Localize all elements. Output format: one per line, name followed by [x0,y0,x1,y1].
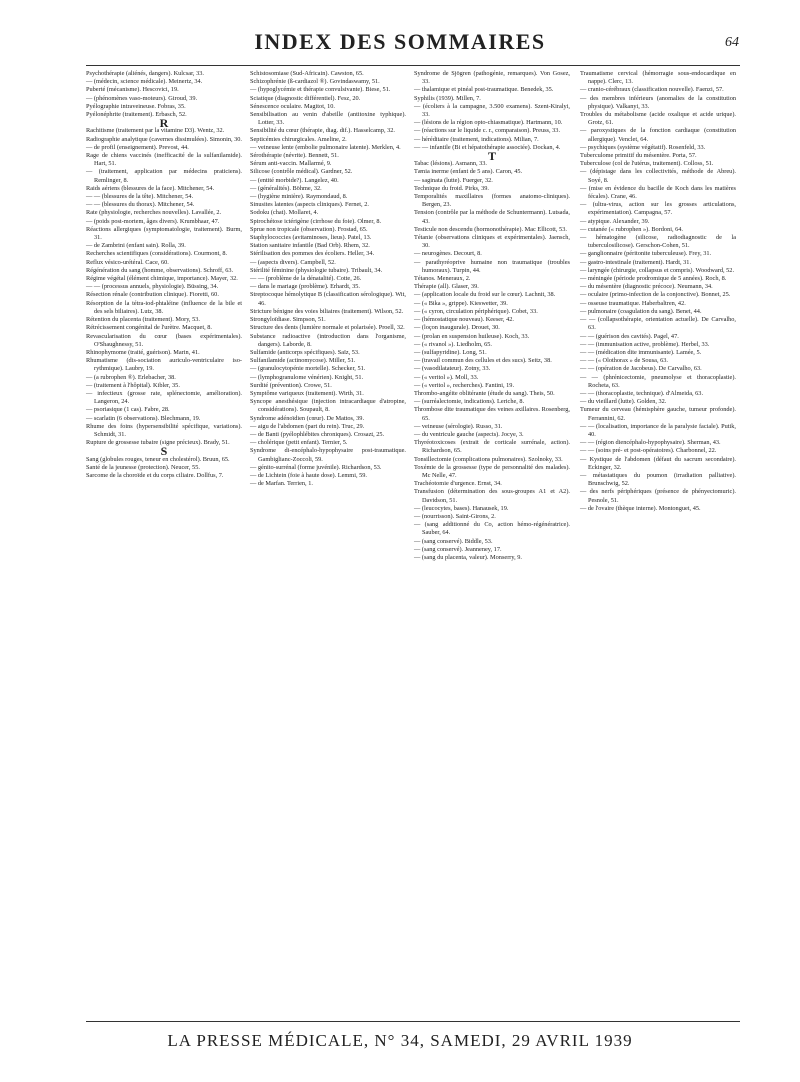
index-entry: Strongyloïdiase. Simpson, 51. [250,316,326,324]
index-entry: Santé de la jeunesse (protection). Neucer, 55. [86,463,200,471]
index-entry: — du ventricule gauche (aspects). Jocye, 3. [414,430,524,438]
index-entry: — métastatiques du poumon (irradiation palliative). Brunschwig, 52. [580,471,736,488]
index-entry: — psoriasique (1 cas). Fabre, 28. [86,406,170,414]
index-entry: Sérum anti-vaccin. Mallarmé, 9. [250,160,332,168]
index-entry: Syndrome de Sjögren (pathogénie, remarques). Von Gosez, 33. [414,70,570,86]
index-entry: Staphylococcies (avitaminoses, lieus). Patel, 13. [250,234,372,242]
index-entry: — gastro-intestinale (traitement). Hardt, 31. [580,258,692,266]
index-entry: — (traitement à l'hôpital). Kibler, 35. [86,381,180,389]
index-entry: Thrombo-angéite oblitérante (étude du sang). Theis, 50. [414,389,555,397]
index-entry: Rhumatisme (dis-sociation auriculo-ventriculaire iso-rythmique). Laubry, 19. [86,357,242,373]
section-letter: R [159,116,169,131]
index-entry: Stérilité féminine (physiologie tubaire). Tribault, 34. [250,266,383,274]
index-entry: Thérapie (all). Glaser, 39. [414,283,479,291]
index-entry: Tumeur du cerveau (hémisphère gauche, tumeur profonde). Ferrannini, 62. [580,406,736,422]
index-entry: — des nerfs périphériques (présence de phényectomuric). Pesnole, 51. [580,488,736,504]
index-entry: — (« veritol »). Moll, 33. [414,373,479,381]
index-entry: — thalamique et pinéal post-traumatique. Benedek, 35. [414,86,554,94]
index-entry: Stérilisation des pommes des écoliers. Heller, 34. [250,250,375,258]
index-entry: Tétanos. Meneraux, 2. [414,275,471,283]
index-entry: Puberté (mécanisme). Hescovici, 19. [86,86,179,94]
index-entry: — pulmonaire (coagulation du sang). Benet, 44. [580,307,702,315]
index-entry: Sang (globules rouges, teneur en cholestérol). Bruun, 65. [86,455,230,463]
index-entry: Tænia inerme (enfant de 5 ans). Caron, 45. [414,168,523,176]
index-entry: — scarlatin (6 observations). Blechmann, 19. [86,414,201,422]
index-entry: Syndrome di-encéphalo-hypophysaire post-traumatique. Gambiglianc-Zoccoli, 59. [250,447,406,463]
footer-journal-line: LA PRESSE MÉDICALE, N° 34, SAMEDI, 29 AVRIL 1939 [167,1031,633,1050]
index-entry: — (leucocytes, bases). Hanausek, 19. [414,504,509,512]
index-entry: Technique du froid. Pirks, 39. [414,184,489,192]
top-rule [86,65,740,66]
index-entry: — du mésentère (diagnostic précoce). Neumann, 34. [580,283,713,291]
index-entry: — méningée (période prodromique de 5 années). Roch, 8. [580,275,727,283]
index-entry: Structure des dents (lumière normale et polarisée). Proell, 32. [250,324,405,332]
index-entry: — (aspects divers). Campbell, 52. [250,258,336,266]
index-entry: Schizophrénie (ß-cardiazol ®). Govindaswamy, 51. [250,78,380,86]
index-entry: — — (collapsothérapie, orientation actuelle). De Carvalho, 63. [580,316,736,332]
index-entry: Sensibilisation au venin d'abeille (antitoxine typhique). Lotter, 33. [250,111,406,127]
index-entry: — neurogènes. Decourt, 8. [414,250,482,258]
index-entry: — laryngée (chirurgie, collapsus et compris). Woodward, 52. [580,266,735,274]
index-entry: — (application locale du froid sur le cœur). Lachnit, 38. [414,291,556,299]
index-entry: Rage de chiens vaccinés (inefficacité de la sulfanilamide). Hart, 51. [86,152,242,168]
index-entry: — de Banti (pyélophlébites chroniques). Crosazt, 25. [250,430,385,438]
index-entry: Station sanitaire infantile (Bad Orb). Rhem, 32. [250,242,370,250]
index-entry: Sinusites latentes (aspects cliniques). Fernet, 2. [250,201,369,209]
index-entry: — (dépistage dans les collectivités, méthode de Abreu). Soyé, 8. [580,168,736,184]
index-entry: Radiographie analytique (cavernes dissimulées). Simonin, 30. [86,135,242,143]
index-entry: Pyélonéphrite (traitement). Erbasch, 52. [86,111,187,119]
index-entry: — parathyréoprive humaine non traumatique (troubles humoraux). Turpin, 44. [414,258,570,274]
index-entry: — (poids post-mortem, âges divers). Krumbhaar, 47. [86,217,220,225]
index-entry: — — (guérison des cavités). Pagel, 47. [580,332,679,340]
index-entry: — (hémostatique nouveau). Keeser, 42. [414,316,514,324]
index-entry: — des membres inférieurs (anomalies de la constitution physique). Valkanyi, 33. [580,94,736,110]
index-entry: — (lymphogranulome vénérien). Knight, 51. [250,373,364,381]
index-entry: — — (opération de Jacobeus). De Carvalho, 63. [580,365,702,373]
index-entry: Syndrome adénoïdien (cœur). De Mattos, 39. [250,414,365,422]
index-entry: — — (immunisation active, problème). Herbel, 33. [580,340,710,348]
index-entry: Trachéotomie d'urgence. Ernst, 34. [414,480,502,488]
index-entry: Septicémies chirurgicales. Ameline, 2. [250,135,347,143]
index-entry: — (hypoglycémie et thérapie convulsivante). Biese, 51. [250,86,391,94]
index-entry: — (sang additionné du Co, action hémo-régénératrice). Sauber, 64. [414,521,570,537]
index-entry: — (loçon inaugurale). Drouet, 30. [414,324,500,332]
index-entry: Résection rénale (contribution clinique). Fioretti, 60. [86,291,219,299]
index-entry: — (« cyron, circulation périphérique). Cobet, 33. [414,307,538,315]
index-entry: Spirochétose ictérigène (cirrhose du foie). Olmer, 8. [250,217,382,225]
index-entry: — osseuse traumatique. Haberbaltren, 42. [580,299,686,307]
index-entry: — (phénomènes vaso-moteurs). Giroud, 39. [86,94,198,102]
index-entry: Troubles du métabolisme (acide oxalique et acide urique). Grotz, 61. [580,111,736,127]
index-entry: — (sang conservé). Biddle, 53. [414,537,493,545]
index-column-3 [414,70,570,562]
index-entry: — (lésions de la région opto-chiasmatique). Hartmann, 10. [414,119,563,127]
index-entry: Rétrécissement congénital de l'urètre. Macquet, 8. [86,324,212,332]
index-entry: Substance radioactive (introduction dans l'organisme, dangers). Laborde, 8. [250,332,406,348]
index-entry: — Kystique de l'abdomen (défaut du sacrum secondaire). Eckinger, 32. [580,455,736,471]
index-entry: Tuberculome primitif du mésentère. Porta, 57. [580,152,697,160]
index-entry: — (médecin, science médicale). Meinertz, 34. [86,78,203,86]
index-entry: Sciatique (diagnostic différentiel). Fesz, 20. [250,94,361,102]
index-entry: — aigu de l'abdomen (part du rein). Truc, 29. [250,422,365,430]
index-entry: Temporalités maxillaires (formes anatomo-cliniques). Bergen, 23. [414,193,570,209]
index-entry: — de Lichtein (foie à haute dose). Lemmi, 59. [250,471,367,479]
index-entry: — (sang conservé). Jeanneney, 17. [414,545,502,553]
index-entry: — cholérique (petit enfant). Ternier, 5. [250,439,348,447]
index-entry: — veineuse lente (embolie pulmonaire latente). Merklen, 4. [250,143,401,151]
index-entry: Symptôme variqueux (traitement). Wirth, 31. [250,389,364,397]
index-entry: Traumatisme cervical (hémorragie sous-endocardique en nappe). Clerc, 13. [580,70,736,86]
index-entry: Tuberculose (col de l'utérus, traitement). Colloss, 51. [580,160,714,168]
index-entry: — paroxystiques de la fonction cardiaque (constitution allergique). Venclet, 64. [580,127,736,143]
index-entry: Sarcome de la choroïde et du corps ciliaire. Dollfus, 7. [86,471,224,479]
index-entry: Thrombose dite traumatique des veines axillaires. Rosenberg, 65. [414,406,570,422]
index-entry: — — (phrénicectomie, pneumolyse et thoracoplastie). Rocheta, 63. [580,373,736,389]
index-entry: — — (localisation, importance de la paralysie faciale). Putik, 40. [580,422,736,438]
index-entry: — (généralités). Böhme, 32. [250,184,322,192]
page-header [0,0,800,60]
index-entry: Testicule non descendu (hormonothérapie). Mac Ellicott, 53. [414,225,567,233]
index-entry: Psychothérapie (aliénés, dangers). Kulcsar, 33. [86,70,204,77]
index-entry: Rupture de grossesse tubaire (signe précieux). Brady, 51. [86,439,230,447]
index-column-4 [580,70,736,513]
index-entry: Tétanie (observations cliniques et expérimentales). Jaensch, 30. [414,234,570,250]
index-entry: — veineuse (sérologie). Russo, 31. [414,422,503,430]
index-entry: — de Zambrini (enfant sain). Rolla, 39. [86,242,186,250]
index-entry: — — (thoracoplastie, technique). d'Almeida, 63. [580,389,704,397]
index-entry: Sulfamide (anticorps spécifiques). Saïz, 53. [250,348,360,356]
index-entry: Syncope anesthésique (injection intracardiaque d'atropine, considérations). Soupault, 8. [250,398,406,414]
index-entry: — (« veritol », recherches). Fantini, 19. [414,381,515,389]
index-entry: Toxémie de la grossesse (type de personnalité des malades). Mc Nelle, 47. [414,463,570,479]
index-entry: — — (médication dite immunisante). Lamée, 5. [580,348,702,356]
index-entry: — (ultra-virus, action sur les grosses articulations, expérimentation). Campagna, 57. [580,201,736,217]
index-entry: — — (blessures de la tête). Mitchener, 54. [86,193,194,201]
index-entry: Tonsillectomie (complications pulmonaires). Szolnoky, 33. [414,455,563,463]
index-entry: — (surréalectomie, indications). Leriche, 8. [414,398,525,406]
index-entry: — (sulfapyridine). Long, 51. [414,348,487,356]
index-entry: — cutanée (« rubrophen »). Bordoni, 64. [580,225,683,233]
index-entry: — atypique. Alexander, 39. [580,217,650,225]
index-entry: Raids aériens (blessures de la face). Mitchener, 54. [86,184,215,192]
index-entry: Résorption de la tétra-iod-phtaléine (influence de la bile et des sels biliaires). Lutz, 38. [86,299,242,315]
index-entry: — de profil (enseignement). Prevost, 44. [86,143,189,151]
index-entry: — héréditaire (traitement, indications). Milian, 7. [414,135,539,143]
index-entry: Sénescence oculaire. Magitot, 10. [250,102,335,110]
index-entry: Rhume des foins (hypersensibilité spécifique, variations). Schmidt, 31. [86,422,242,438]
section-letter: S [160,444,168,459]
index-entry: — (hygiène minière). Raymondaud, 8. [250,193,348,201]
index-entry: Sulfanilamide (actinomycose). Miller, 51. [250,357,356,365]
index-entry: — — (blessures du thorax). Mitchener, 54. [86,201,195,209]
index-entry: — ganglionnaire (péritonite tuberculeuse). Frey, 31. [580,250,712,258]
index-entry: — — (processus annuels, physiologie). Büssing, 34. [86,283,219,291]
index-entry: — — (région diencéphalo-hypophysaire). Sherman, 43. [580,439,721,447]
index-entry: — de l'ovaire (thèque interne). Montonguet, 45. [580,504,701,512]
index-entry: Sodoku (chat). Mollaret, 4. [250,209,319,217]
index-entry: — du vieillard (lutte). Golden, 32. [580,398,667,406]
index-entry: — (mise en évidence du bacille de Koch dans les matières fécales). Crane, 46. [580,184,736,201]
index-entry: Silicose (contrôle médical). Gardner, 52. [250,168,353,176]
index-entry: — (sang du placenta, valeur). Monserry, 9. [414,553,523,561]
index-entry: — — (soins pré- et post-opératoires). Charbonnel, 22. [580,447,717,455]
index-entry: Transfusion (détermination des sous-groupes A1 et A2). Davidson, 51. [414,488,570,504]
footer-rule [86,1021,740,1022]
index-entry: — (granulocytopénie mortelle). Schecker, 51. [250,365,366,373]
index-entry: Thyréotoxicoses (extrait de corticale surrénale, action). Richardson, 65. [414,439,570,455]
index-entry: Réactions allergiques (symptomatologie, traitement). Burm, 31. [86,225,242,242]
index-entry: Schistosomiase (Sud-Africain). Cawston, 65. [250,70,364,77]
index-column-1 [86,70,242,480]
index-entry: Recherches scientifiques (considérations). Courmont, 8. [86,250,228,258]
section-letter: T [487,149,496,164]
index-entry: Stricture bénigne des voies biliaires (traitement). Wilson, 52. [250,307,404,315]
index-entry: — (écoliers à la campagne, 3.500 examens). Szent-Kiralyi, 33. [414,102,570,119]
index-entry: — (vasodilatateur). Zotny, 33. [414,365,491,373]
index-entry: — — (problème de la dénatalité). Cotte, 26. [250,275,362,283]
index-entry: Syphilis (1939). Millen, 7. [414,94,481,102]
index-entry: — (a rubrophen ®). Erlebacher, 38. [86,373,176,381]
index-entry: — de Marfan. Terrien, 1. [250,480,313,488]
index-column-2 [250,70,406,488]
index-entry: — infectieux (grosse rate, splénectomie, amélioration). Langeron, 24. [86,389,242,406]
index-entry: — (travail commun des cellules et des sucs). Seitz, 38. [414,357,552,365]
index-entry: Streptocoque hémolytique B (classification sérologique). Wit, 46. [250,291,406,307]
index-entry: — (entité morbide?). Langelez, 40. [250,176,339,184]
index-entry: Rate (physiologie, recherches nouvelles). Lavallée, 2. [86,209,222,217]
index-entry: — psychiques (système végétatif). Rosenfeld, 33. [580,143,706,151]
index-entry: Tabac (lésions). Asmann, 33. [414,160,488,168]
index-entry: Revascularisation du cœur (bases expérimentales). O'Shaughnessy, 51. [86,332,242,348]
index-entry: — (« rivanol »). Liedholm, 65. [414,340,492,348]
index-entry: Rhinophymome (traité, guérison). Marin, 41. [86,348,200,356]
index-entry: Sensibilité du cœur (thérapie, diag. dif.). Hasselcamp, 32. [250,127,395,135]
index-entry: Régénération du sang (homme, observations). Schroff, 63. [86,266,234,274]
index-entry: — génito-surrénal (forme juvénile). Richardson, 53. [250,463,382,471]
index-entry: — (« Bika », grippe). Kieswetter, 39. [414,299,508,307]
index-entry: — (traitement, application par médecins praticiens). Remlinger, 8. [86,168,242,184]
index-entry: — — infantile (Bi et hépatothérapie associée). Dockan, 4. [414,143,561,151]
index-entry: Rétention du placenta (traitement). Mory, 53. [86,316,200,324]
index-entry: Régime végétal (élément chimique, importance). Mayer, 32. [86,275,238,283]
index-entry: Sprue non tropicale (observation). Frostad, 65. [250,225,368,233]
index-entry: — saginata (lutte). Fuerger, 32. [414,176,493,184]
index-entry: — (nourrisson). Saint-Girons, 2. [414,512,496,520]
index-entry: — (prolan en suspension huileuse). Koch, 33. [414,332,530,340]
index-entry: Tension (contrôle par la méthode de Schuntermann). Lutsada, 43. [414,209,570,225]
index-entry: — — (« Olothorax » de Sousa, 63. [580,357,668,365]
index-entry: — hématogène (silicose, radiodiagnostic de la tuberculosilicose). Gerschon-Cohen, 51. [580,234,736,250]
index-entry: — (réactions sur le liquide c. r., comparaison). Preuss, 33. [414,127,561,135]
index-entry: Rachitisme (traitement par la vitamine D3). Wentz, 32. [86,127,225,135]
index-entry: — oculaire (primo-infection de la conjonctive). Bonnet, 25. [580,291,731,299]
index-entry: Reflux vésico-urétéral. Cace, 60. [86,258,169,266]
index-entry: — cranio-cérébraux (classification nouvelle). Faenzi, 57. [580,86,724,94]
index-entry: Pyélographie intraveineuse. Fobras, 35. [86,102,186,110]
index-entry: Surdité (prévention). Crowe, 51. [250,381,332,389]
page-title: INDEX DES SOMMAIRES [254,29,546,54]
index-entry: Sérothérapie (névrite). Bennett, 51. [250,152,339,160]
index-entry: — dans le mariage (problème). Erhardt, 35. [250,283,360,291]
page-number: 64 [725,35,739,50]
